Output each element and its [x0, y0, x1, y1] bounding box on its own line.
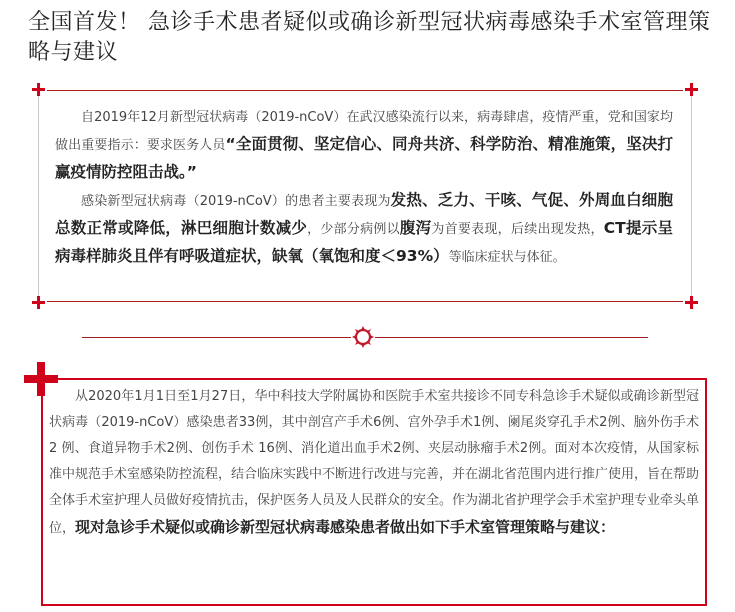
- intro-text: ，少部分病例以: [307, 222, 400, 237]
- cross-icon: [32, 296, 45, 309]
- main-paragraph: [49, 384, 699, 542]
- main-highlight: 现对急诊手术疑似或确诊新型冠状病毒感染患者做出如下手术室管理策略与建议：: [75, 518, 616, 536]
- main-content: [49, 384, 699, 542]
- ornament-icon: [351, 325, 375, 349]
- intro-box-top-border: [47, 90, 683, 91]
- intro-text: 感染新型冠状病毒（2019-nCoV）的患者主要表现为: [81, 194, 391, 209]
- intro-highlight: “全面贯彻、坚定信心、同舟共济、科学防治、精准施策，坚决打赢疫情防控阻击战。”: [55, 135, 673, 181]
- intro-box-bottom-border: [47, 301, 683, 302]
- page-title: 全国首发！ 急诊手术患者疑似或确诊新型冠状病毒感染手术室管理策略与建议: [28, 10, 711, 65]
- symptom-highlight: 发热、乏力、干咳、气促、外周血白细胞总数正常或降低，淋巴细胞计数减少: [55, 191, 673, 237]
- symptom-highlight: CT提示呈病毒样肺炎且伴有呼吸道症状，缺氧（氧饱和度＜93%）: [55, 219, 673, 265]
- intro-paragraph-2: [55, 187, 673, 271]
- cross-icon: [685, 83, 698, 96]
- intro-text: 自2019年12月新型冠状病毒（2019-nCoV）在武汉感染流行以来，病毒肆虐，疫情严重，党和国家均做出重要指示：要求医务人员: [55, 110, 673, 153]
- intro-paragraph-1: [55, 105, 673, 187]
- intro-box: [38, 90, 692, 302]
- cross-icon: [32, 83, 45, 96]
- intro-content: [55, 105, 673, 271]
- intro-text: 为首要表现，后续出现发热，: [431, 222, 604, 237]
- main-box: [41, 378, 707, 606]
- cross-icon: [685, 296, 698, 309]
- intro-text: 等临床症状与体征。: [448, 250, 566, 265]
- main-text: 从2020年1月1日至1月27日，华中科技大学附属协和医院手术室共接诊不同专科急诊手术疑似或确诊新型冠状病毒（2019-nCoV）感染患者33例，其中剖宫产手术6例、宫外孕手术1例、阑尾炎穿孔手术2例、脑外伤手术2 例、食道异物手术2例、创伤手术 16例、消化道出血手术2例、夹层动脉瘤手术2例。面对本次疫情，从国家标准中规范手术室感染防控流程，结合临床实践中不断进行改进与完善，并在湖北省范围内进行推广使用，旨在帮助全体手术室护理人员做好疫情抗击，保护医务人员及人民群众的安全。作为湖北省护理学会手术室护理专业牵头单位，: [49, 389, 700, 536]
- symptom-highlight: 腹泻: [399, 219, 432, 237]
